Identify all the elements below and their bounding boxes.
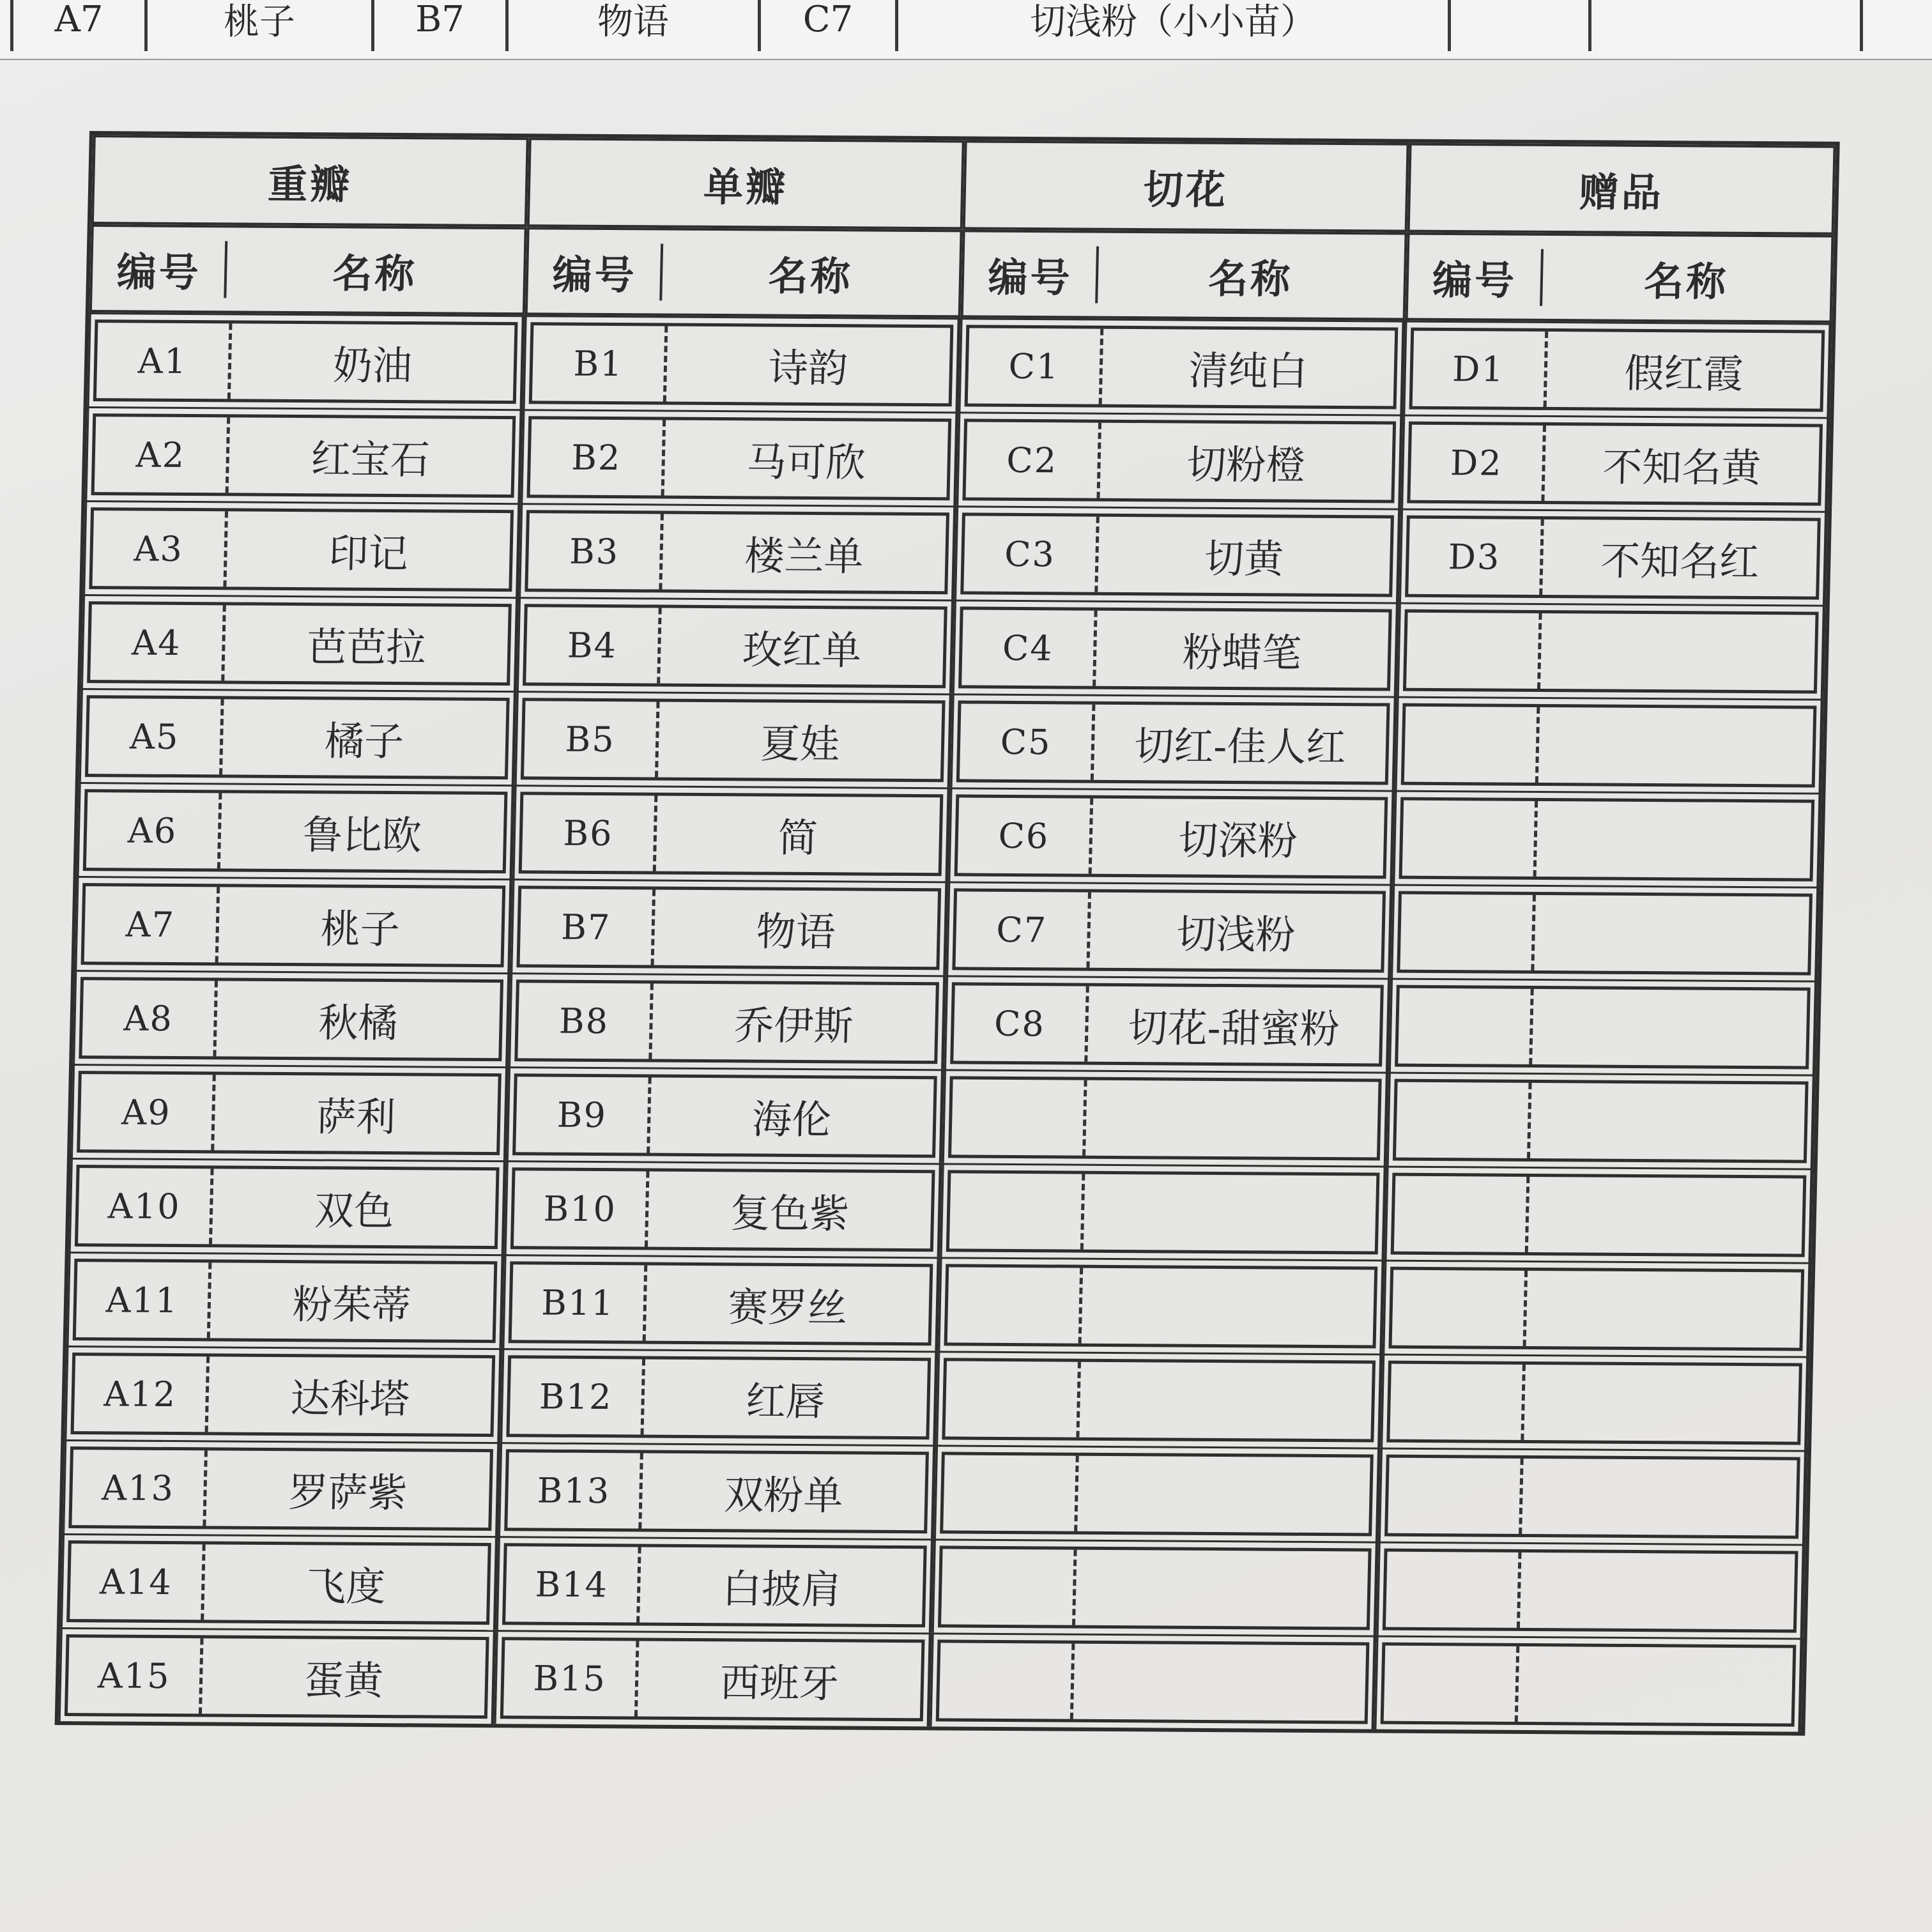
table-cell-group [81, 594, 519, 691]
variety-entry [954, 794, 1388, 878]
variety-name [1534, 895, 1809, 972]
id-column-header: 编号 [528, 243, 663, 300]
variety-id: A8 [82, 980, 218, 1056]
variety-entry [509, 1261, 933, 1346]
variety-id: A7 [84, 886, 220, 962]
variety-name: 乔伊斯 [733, 1001, 854, 1049]
variety-entry [944, 1264, 1377, 1348]
variety-entry [77, 1071, 502, 1155]
table-row [79, 688, 1824, 793]
variety-entry [66, 1540, 491, 1625]
variety-entry [936, 1639, 1369, 1724]
variety-entry [91, 413, 516, 498]
variety-id: B6 [522, 795, 658, 871]
table-cell-group [958, 318, 1405, 414]
variety-name: 奶油 [332, 341, 413, 389]
variety-id: A13 [72, 1450, 208, 1526]
variety-entry [1386, 1361, 1802, 1445]
variety-entry [519, 792, 944, 876]
id-column-header: 编号 [93, 240, 227, 298]
table-cell-group [517, 597, 954, 693]
variety-id: C2 [966, 422, 1102, 498]
variety-id: C4 [962, 610, 1098, 686]
variety-id [947, 1267, 1084, 1343]
variety-entry [87, 601, 512, 686]
variety-id: B14 [505, 1546, 641, 1622]
sub-header [1405, 233, 1834, 323]
variety-id: B8 [518, 983, 654, 1059]
variety-entry [960, 512, 1393, 597]
table-cell-group [1384, 1166, 1814, 1262]
sub-header-row [89, 224, 1834, 323]
table-cell-group [502, 1254, 940, 1351]
variety-name: 马可欣 [746, 438, 866, 486]
variety-entry [79, 977, 503, 1061]
variety-name [1085, 1080, 1378, 1158]
variety-entry [958, 606, 1392, 691]
variety-name: 桃子 [319, 905, 401, 953]
variety-name: 罗萨紫 [288, 1468, 408, 1516]
id-column-header: 编号 [964, 245, 1099, 303]
variety-name: 达科塔 [289, 1374, 410, 1422]
variety-name: 玫红单 [742, 625, 862, 673]
variety-name: 红唇 [745, 1377, 826, 1425]
variety-id: A12 [74, 1356, 210, 1432]
variety-id: B2 [530, 419, 666, 495]
variety-name: 橘子 [324, 717, 404, 765]
variety-entry [526, 416, 951, 500]
variety-entry [68, 1446, 493, 1531]
variety-id: C1 [968, 328, 1104, 404]
variety-id [1386, 1552, 1522, 1628]
variety-id: B7 [520, 889, 656, 965]
variety-entry [70, 1353, 495, 1437]
table-cell-group [88, 312, 525, 409]
table-cell-group [65, 1346, 502, 1442]
variety-entry [948, 1076, 1381, 1160]
variety-id [1406, 613, 1542, 689]
variety-id: A9 [80, 1074, 216, 1150]
variety-entry [1393, 1079, 1809, 1163]
variety-name [1073, 1644, 1366, 1721]
variety-name [1524, 1365, 1799, 1442]
table-cell-group [1393, 790, 1822, 887]
variety-entry [1399, 797, 1814, 882]
table-row [65, 1346, 1809, 1450]
previous-sheet-strip [0, 0, 1932, 60]
table-row [75, 876, 1820, 981]
group-header-double-petal: 重瓣 [91, 135, 529, 227]
table-cell-group [69, 1158, 507, 1254]
table-cell-group [1389, 978, 1818, 1075]
variety-name: 复色紫 [730, 1189, 850, 1237]
table-cell-group [944, 975, 1391, 1071]
variety-name: 简 [778, 814, 818, 861]
sub-header [89, 224, 527, 315]
variety-entry [1397, 891, 1813, 976]
variety-entry [512, 1073, 937, 1158]
table-row [88, 312, 1832, 417]
variety-id: A10 [78, 1168, 214, 1244]
variety-entry [523, 604, 947, 688]
variety-id: B12 [510, 1358, 646, 1434]
variety-id [1398, 988, 1534, 1064]
variety-name [1540, 613, 1816, 691]
table-row [61, 1533, 1805, 1638]
variety-table [55, 131, 1840, 1736]
table-cell-group [953, 599, 1399, 696]
table-cell-group [521, 409, 958, 505]
table-cell-group [930, 1632, 1377, 1729]
variety-entry [1405, 516, 1821, 600]
variety-id: A6 [86, 792, 222, 868]
variety-entry [1395, 985, 1811, 1070]
name-column-header: 名称 [767, 252, 854, 300]
variety-name: 切花-甜蜜粉 [1127, 1004, 1340, 1052]
variety-entry [500, 1637, 925, 1721]
group-header-cut-flower: 切花 [963, 140, 1409, 232]
table-cell-group [1386, 1072, 1816, 1169]
variety-id: B9 [516, 1077, 652, 1153]
variety-id: B13 [507, 1452, 643, 1528]
variety-name: 切深粉 [1177, 816, 1298, 864]
variety-id: A5 [88, 698, 224, 774]
variety-name [1536, 801, 1811, 878]
strip-cell: 切浅粉（小小苗） [897, 0, 1450, 51]
strip-cell: B7 [373, 0, 507, 51]
variety-name: 不知名红 [1600, 537, 1759, 585]
group-header-single-petal: 单瓣 [527, 137, 965, 229]
variety-name [1532, 989, 1807, 1066]
table-cell-group [932, 1538, 1379, 1635]
group-header-row [91, 135, 1836, 235]
table-cell-group [936, 1351, 1383, 1447]
variety-id: A14 [70, 1544, 206, 1620]
variety-entry [525, 510, 949, 594]
variety-name: 鲁比欧 [302, 811, 422, 859]
variety-entry [940, 1452, 1373, 1536]
variety-id: C3 [963, 516, 1100, 592]
table-row [71, 1064, 1816, 1169]
variety-id [949, 1173, 1085, 1249]
variety-name: 不知名黄 [1602, 443, 1762, 491]
variety-name: 粉茱蒂 [292, 1280, 412, 1328]
table-cell-group [77, 782, 515, 878]
variety-id [1400, 894, 1536, 970]
variety-id: A1 [96, 323, 233, 399]
table-cell-group [507, 1066, 944, 1163]
variety-id: D3 [1408, 519, 1544, 595]
variety-entry [73, 1259, 498, 1343]
table-cell-group [1381, 1354, 1810, 1450]
variety-entry [1409, 328, 1825, 412]
table-cell-group [946, 881, 1393, 977]
variety-id: D2 [1410, 425, 1546, 501]
variety-entry [81, 883, 506, 967]
variety-entry [942, 1358, 1375, 1442]
variety-id [951, 1079, 1087, 1155]
variety-name [1526, 1271, 1801, 1348]
variety-id [945, 1361, 1081, 1437]
variety-entry [65, 1634, 489, 1719]
table-row [67, 1252, 1812, 1356]
variety-entry [1380, 1643, 1796, 1727]
strip-cell: C7 [760, 0, 897, 51]
table-row [83, 500, 1828, 605]
variety-entry [85, 695, 510, 779]
variety-entry [529, 322, 954, 406]
table-row [69, 1158, 1814, 1262]
variety-name: 萨利 [316, 1092, 397, 1140]
variety-name [1082, 1268, 1374, 1346]
table-cell-group [515, 691, 953, 787]
variety-entry [962, 418, 1395, 503]
table-cell-group [79, 688, 517, 785]
variety-name: 切黄 [1204, 535, 1285, 582]
variety-id: B3 [528, 513, 664, 589]
table-row [59, 1627, 1804, 1732]
variety-entry [946, 1170, 1379, 1254]
variety-entry [506, 1355, 931, 1439]
variety-entry [510, 1167, 935, 1252]
variety-entry [965, 325, 1398, 409]
table-cell-group [61, 1533, 498, 1630]
variety-id: A2 [95, 417, 231, 493]
variety-entry [1400, 703, 1816, 788]
table-cell-group [1376, 1542, 1805, 1638]
table-cell-group [83, 500, 521, 597]
variety-entry [1388, 1267, 1804, 1351]
strip-cell: 物语 [507, 0, 760, 51]
variety-name: 清纯白 [1188, 347, 1308, 395]
table-row [85, 406, 1830, 511]
id-column-header: 编号 [1409, 248, 1544, 305]
table-cell-group [934, 1445, 1381, 1541]
table-cell-group [1391, 884, 1820, 981]
variety-name: 秋橘 [318, 999, 399, 1046]
name-column-header: 名称 [1208, 255, 1294, 303]
table-cell-group [512, 785, 950, 881]
table-cell-group [1378, 1448, 1807, 1544]
table-cell-group [500, 1348, 938, 1445]
variety-entry [93, 319, 518, 404]
name-column-header: 名称 [1643, 257, 1729, 305]
previous-sheet-row [10, 0, 1863, 51]
variety-id: A3 [92, 510, 228, 586]
table-cell-group [59, 1627, 496, 1724]
sub-header [961, 229, 1407, 320]
variety-name: 红宝石 [310, 435, 431, 483]
variety-id: A15 [68, 1637, 204, 1713]
variety-entry [1390, 1173, 1806, 1257]
strip-cell: A7 [12, 0, 146, 51]
variety-name: 物语 [755, 908, 836, 955]
variety-name: 切红-佳人红 [1133, 722, 1347, 770]
variety-id: B4 [526, 607, 662, 683]
table-cell-group [510, 878, 948, 975]
variety-id [1396, 1082, 1532, 1158]
table-cell-group [1397, 602, 1826, 699]
variety-id: B1 [532, 325, 668, 401]
variety-name: 楼兰单 [744, 532, 864, 579]
variety-entry [502, 1543, 927, 1627]
strip-cell: 桃子 [146, 0, 373, 51]
variety-id [1393, 1176, 1529, 1252]
table-cell-group [75, 876, 512, 972]
variety-entry [514, 979, 939, 1064]
table-cell-group [951, 693, 1397, 790]
variety-entry [1403, 610, 1819, 694]
table-cell-group [956, 411, 1403, 508]
variety-id: B15 [503, 1640, 640, 1716]
variety-entry [950, 982, 1383, 1066]
table-cell-group [67, 1252, 505, 1348]
variety-id: C6 [958, 797, 1094, 873]
variety-entry [956, 700, 1390, 785]
variety-name [1538, 707, 1813, 785]
table-cell-group [85, 406, 523, 503]
variety-id [941, 1549, 1077, 1625]
variety-id [1390, 1364, 1526, 1440]
variety-name [1520, 1552, 1795, 1630]
variety-id: B11 [512, 1264, 648, 1340]
variety-name: 双粉单 [723, 1471, 844, 1519]
variety-entry [952, 888, 1385, 972]
table-cell-group [938, 1257, 1384, 1353]
table-cell-group [73, 970, 510, 1066]
variety-table-body [59, 312, 1832, 1732]
table-cell-group [940, 1163, 1387, 1259]
table-cell-group [63, 1439, 500, 1536]
variety-entry [504, 1449, 929, 1533]
variety-entry [1384, 1455, 1800, 1539]
group-header-gift: 赠品 [1407, 143, 1836, 235]
table-cell-group [1374, 1636, 1804, 1732]
sub-header [525, 227, 963, 318]
variety-id: B5 [524, 701, 660, 777]
table-cell-group [494, 1630, 932, 1726]
strip-cell [1450, 0, 1590, 51]
variety-name: 印记 [328, 529, 409, 577]
variety-id: D1 [1412, 331, 1548, 407]
variety-name: 芭芭拉 [306, 623, 427, 671]
variety-id [1383, 1646, 1519, 1722]
variety-name: 切粉橙 [1186, 441, 1307, 489]
table-cell-group [1383, 1260, 1812, 1356]
variety-name [1075, 1550, 1368, 1627]
variety-entry [521, 698, 946, 782]
variety-name: 双色 [314, 1186, 394, 1234]
variety-id [1402, 801, 1538, 877]
variety-id: C8 [953, 985, 1089, 1061]
variety-entry [1407, 422, 1823, 506]
variety-id [1388, 1458, 1524, 1534]
table-cell-group [1403, 321, 1832, 417]
variety-name: 西班牙 [719, 1659, 839, 1706]
variety-id: A11 [76, 1262, 212, 1338]
variety-id [1392, 1270, 1528, 1346]
table-cell-group [942, 1069, 1389, 1165]
variety-id: A4 [90, 604, 226, 680]
variety-entry [83, 789, 508, 873]
table-cell-group [498, 1442, 936, 1538]
variety-sheet [56, 131, 1840, 1706]
table-row [81, 594, 1826, 699]
variety-name: 蛋黄 [303, 1656, 384, 1704]
variety-name [1528, 1177, 1803, 1254]
variety-id [1404, 707, 1540, 783]
variety-name: 赛罗丝 [728, 1283, 848, 1331]
table-cell-group [948, 787, 1395, 884]
table-cell-group [1399, 509, 1828, 605]
variety-name: 夏娃 [760, 720, 840, 767]
table-cell-group [496, 1536, 934, 1632]
variety-name [1079, 1362, 1372, 1439]
variety-name [1530, 1083, 1805, 1160]
variety-id: C5 [960, 703, 1096, 779]
variety-name: 粉蜡笔 [1182, 629, 1302, 677]
variety-entry [1382, 1549, 1798, 1633]
variety-name: 飞度 [305, 1562, 387, 1610]
variety-name: 白披肩 [721, 1565, 842, 1613]
table-row [63, 1439, 1807, 1544]
variety-name [1077, 1456, 1370, 1533]
variety-id: C7 [955, 891, 1091, 967]
variety-name [1517, 1646, 1793, 1724]
table-cell-group [523, 315, 961, 411]
variety-name: 海伦 [751, 1096, 832, 1143]
variety-id [943, 1455, 1079, 1531]
variety-entry [516, 885, 941, 970]
variety-id [939, 1643, 1075, 1719]
variety-id: B10 [514, 1170, 650, 1246]
table-cell-group [509, 972, 946, 1069]
table-cell-group [1395, 696, 1824, 793]
variety-name [1522, 1459, 1797, 1536]
table-cell-group [71, 1064, 509, 1160]
table-row [73, 970, 1818, 1075]
variety-name: 诗韵 [768, 344, 848, 392]
table-cell-group [505, 1160, 942, 1257]
variety-name: 切浅粉 [1176, 910, 1296, 958]
name-column-header: 名称 [332, 249, 418, 297]
table-row [77, 782, 1822, 887]
variety-name [1084, 1174, 1376, 1252]
table-cell-group [1401, 415, 1830, 511]
variety-entry [89, 507, 514, 592]
table-cell-group [954, 505, 1401, 602]
variety-name: 假红霞 [1623, 349, 1744, 397]
variety-entry [938, 1545, 1371, 1630]
table-cell-group [519, 503, 956, 599]
variety-entry [75, 1165, 500, 1249]
strip-cell [1590, 0, 1862, 51]
